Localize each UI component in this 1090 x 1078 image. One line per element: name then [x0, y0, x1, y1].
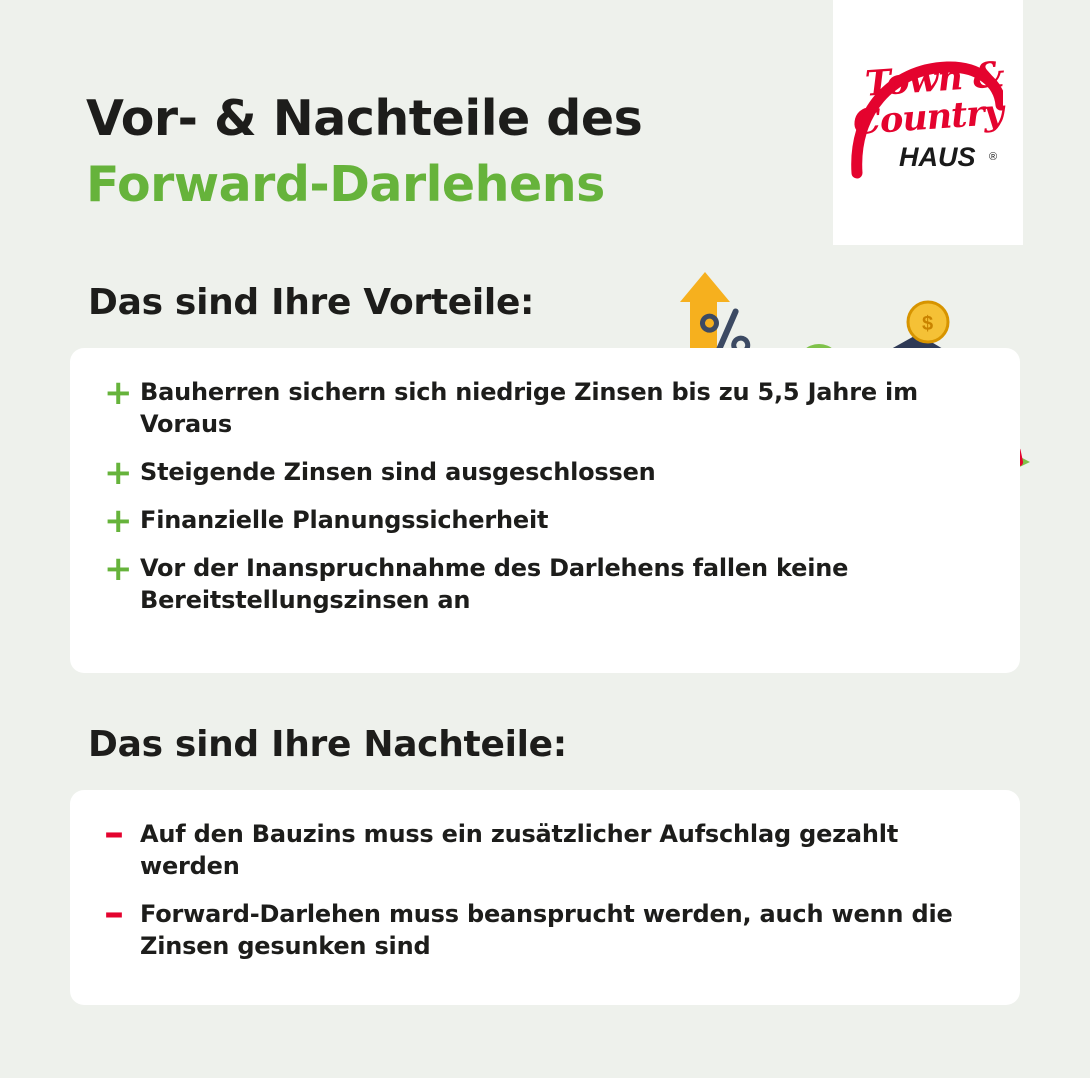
list-item-label: Auf den Bauzins muss ein zusätzlicher Aufschlag gezahlt werden: [140, 820, 899, 880]
list-item: [104, 453, 986, 493]
logo-registered-mark: ®: [989, 151, 998, 163]
list-item-label: Forward-Darlehen muss beansprucht werden, auch wenn die Zinsen gesunken sind: [140, 900, 953, 960]
list-item: [104, 373, 986, 440]
page-title-line-2: Forward-Darlehens: [86, 156, 605, 213]
cons-section-title: Das sind Ihre Nachteile:: [88, 724, 567, 765]
plus-icon: +: [104, 501, 133, 541]
page-title: [86, 86, 806, 218]
brand-logo: [833, 0, 1023, 245]
logo-text-haus: HAUS: [899, 142, 976, 172]
minus-icon: –: [104, 890, 124, 936]
pros-section-title: Das sind Ihre Vorteile:: [88, 282, 535, 323]
roof-coin-icon: [908, 302, 948, 342]
logo-text-country: Country: [851, 91, 1005, 144]
plus-icon: +: [104, 453, 133, 493]
cons-card: [70, 790, 1020, 1005]
list-item-label: Steigende Zinsen sind ausgeschlossen: [140, 458, 656, 486]
list-item: [104, 810, 986, 882]
pros-card: [70, 348, 1020, 673]
minus-icon: –: [104, 810, 124, 856]
list-item-label: Vor der Inanspruchnahme des Darlehens fallen keine Bereitstellungszinsen an: [140, 554, 849, 614]
list-item: [104, 890, 986, 962]
list-item-label: Bauherren sichern sich niedrige Zinsen bis zu 5,5 Jahre im Voraus: [140, 378, 918, 438]
plus-icon: +: [104, 373, 133, 413]
list-item: [104, 549, 986, 616]
page-title-line-1: Vor- & Nachteile des: [86, 90, 643, 147]
list-item: [104, 501, 986, 541]
logo-text-town: Town &: [863, 54, 1005, 105]
plus-icon: +: [104, 549, 133, 589]
list-item-label: Finanzielle Planungssicherheit: [140, 506, 549, 534]
logo-inner: [843, 55, 1013, 190]
svg-text:$: $: [922, 313, 934, 335]
